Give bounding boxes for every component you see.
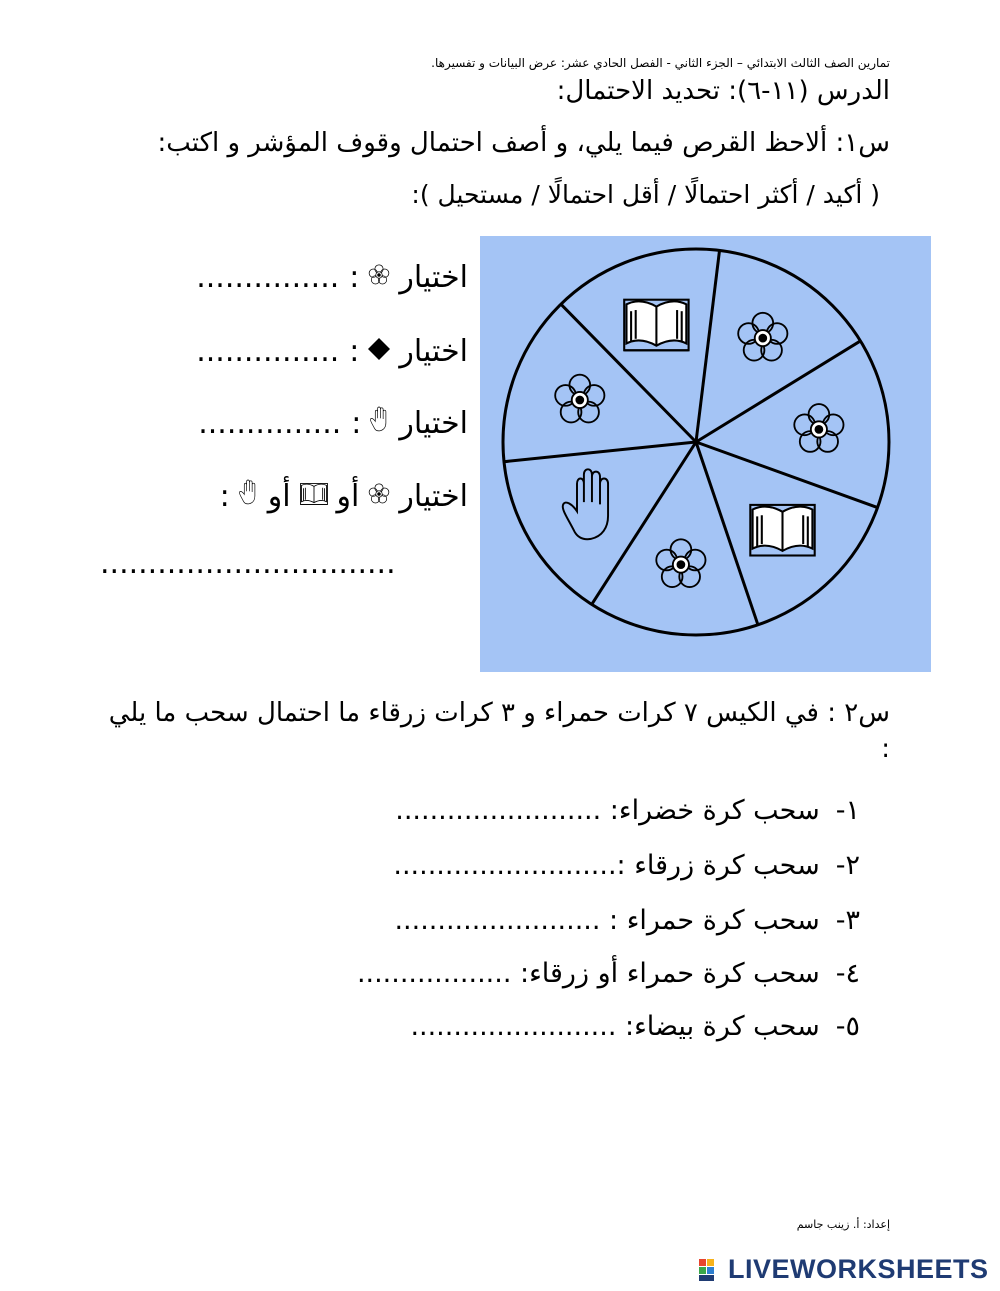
question2-item: [410, 1011, 860, 1042]
colon: :: [219, 478, 230, 514]
question1-instruction: س١: ألاحظ القرص فيما يلي، و أصف احتمال وقوف المؤشر و اكتب:: [157, 128, 890, 158]
liveworksheets-logo: [698, 1254, 989, 1285]
choice-word: اختيار: [399, 260, 468, 295]
answer-blank[interactable]: ...............: [198, 405, 342, 441]
answer-blank[interactable]: ...............: [196, 260, 340, 295]
hand-icon: [369, 405, 391, 441]
choice-row-combined: [220, 478, 468, 514]
spinner-wheel: [480, 236, 931, 672]
or-word: أو: [336, 478, 360, 514]
lesson-title: الدرس (١١-٦): تحديد الاحتمال:: [556, 76, 890, 106]
item-number: ٢-: [835, 850, 860, 881]
flower-icon: [367, 260, 391, 295]
spinner-sector-flower-icon: [794, 404, 843, 452]
spinner-sector-book-icon: [750, 505, 814, 556]
question2-item: [357, 958, 860, 989]
choice-row-diamond: [196, 334, 468, 369]
question1-answer-options: ( أكيد / أكثر احتمالًا / أقل احتمالًا / مستحيل ):: [411, 180, 880, 209]
question2-item: [393, 850, 860, 881]
colon: :: [351, 405, 362, 441]
choice-word: اختيار: [399, 478, 468, 514]
logo-icon: [698, 1257, 724, 1283]
item-number: ١-: [835, 795, 860, 826]
spinner-divider: [696, 341, 860, 442]
spinner-sector-flower-icon: [738, 313, 787, 361]
author-credit: إعداد: أ. زينب جاسم: [796, 1218, 890, 1231]
brand-name: LIVEWORKSHEETS: [728, 1254, 989, 1284]
choice-word: اختيار: [399, 334, 468, 369]
hand-icon: [238, 478, 260, 514]
course-header: تمارين الصف الثالث الابتدائي – الجزء الثاني - الفصل الحادي عشر: عرض البيانات و تفسيرها.: [431, 56, 890, 70]
choice-row-hand: [198, 405, 468, 441]
colon: :: [349, 334, 360, 369]
spinner-divider: [696, 442, 758, 625]
spinner-sector-book-icon: [624, 300, 688, 351]
item-text[interactable]: سحب كرة زرقاء :..........................: [393, 850, 820, 881]
item-text[interactable]: سحب كرة بيضاء: ........................: [410, 1011, 820, 1042]
diamond-icon: [367, 334, 391, 369]
spinner-divider: [696, 442, 878, 508]
item-text[interactable]: سحب كرة خضراء: ........................: [395, 795, 820, 826]
spinner-divider: [696, 250, 720, 442]
question2-text: س٢ : في الكيس ٧ كرات حمراء و ٣ كرات زرقاء ما احتمال سحب ما يلي :: [108, 698, 890, 764]
item-number: ٤-: [835, 958, 860, 989]
question2-item: [395, 795, 860, 826]
item-number: ٥-: [835, 1011, 860, 1042]
flower-icon: [367, 479, 391, 514]
spinner-panel: [480, 236, 931, 672]
spinner-divider: [504, 442, 696, 462]
or-word: أو: [267, 478, 291, 514]
item-text[interactable]: سحب كرة حمراء : ........................: [394, 905, 820, 936]
choice-row-flower: [196, 260, 468, 295]
question2-item: [394, 905, 860, 936]
item-text[interactable]: سحب كرة حمراء أو زرقاء: ..................: [356, 958, 820, 989]
spinner-sector-flower-icon: [555, 375, 604, 423]
book-icon: [299, 479, 329, 514]
answer-blank[interactable]: ...............: [196, 334, 340, 369]
answer-blank-long[interactable]: ...............................: [100, 546, 396, 581]
spinner-sector-hand-icon: [563, 469, 608, 539]
choice-word: اختيار: [399, 405, 468, 441]
item-number: ٣-: [835, 905, 860, 936]
spinner-sector-flower-icon: [656, 539, 705, 587]
colon: :: [349, 260, 360, 295]
